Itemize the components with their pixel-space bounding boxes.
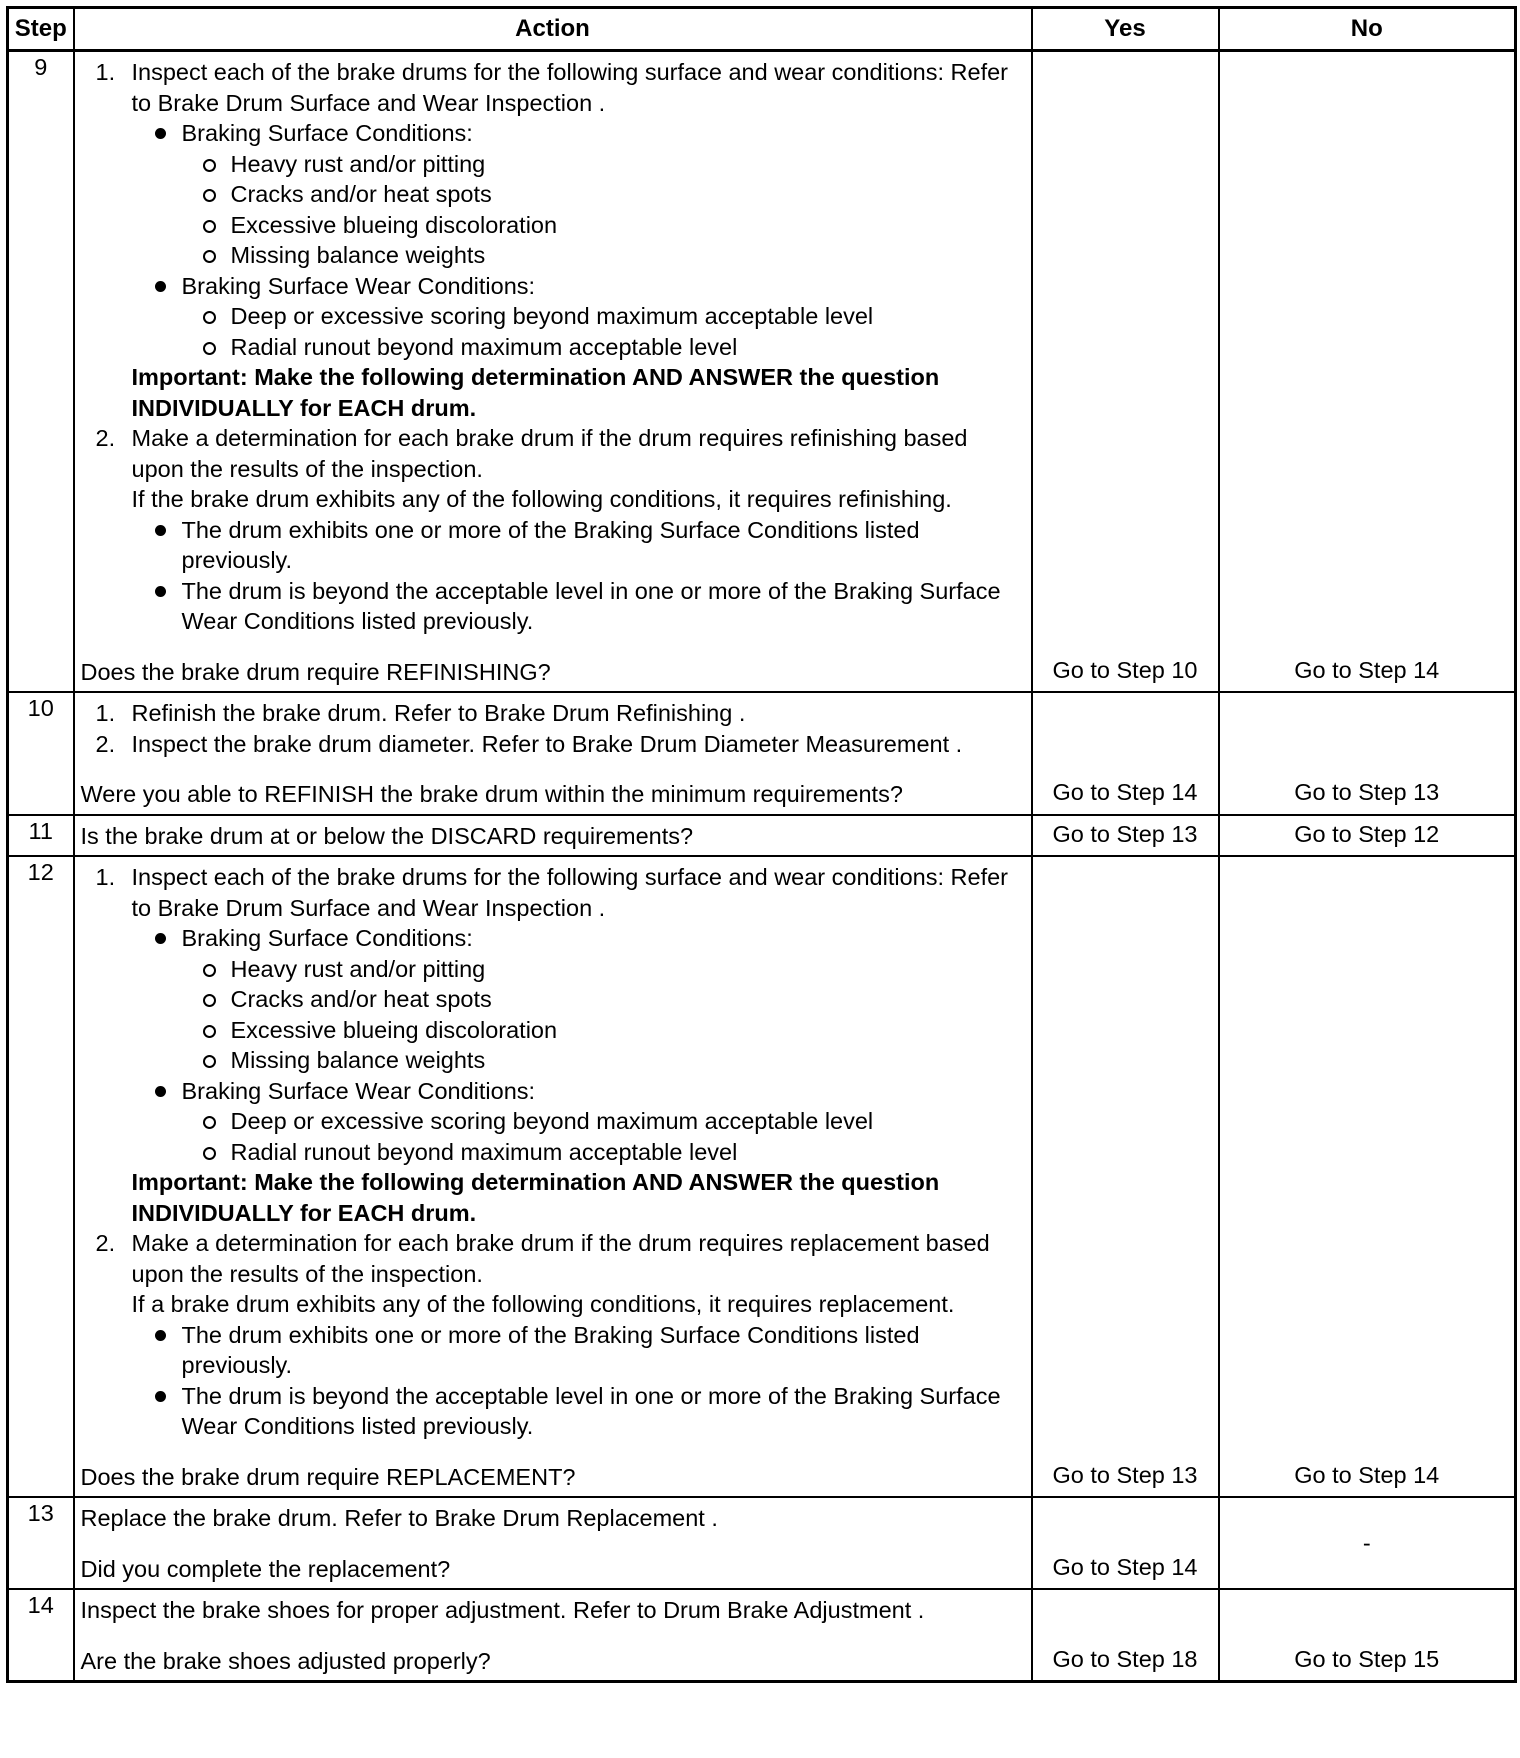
table-row [8,856,1516,1497]
step-number: 11 [8,815,74,857]
sub-bullet-item: Excessive blueing discoloration [81,210,1025,241]
condition-note: If a brake drum exhibits any of the following conditions, it requires replacement. [131,1291,955,1317]
yes-cell [1032,51,1219,693]
sub-bullet-item: Deep or excessive scoring beyond maximum acceptable level [81,301,1025,332]
sub-bullet-item: Missing balance weights [81,240,1025,271]
action-cell [74,815,1032,857]
sub-bullet-item: Heavy rust and/or pitting [81,954,1025,985]
header-no: No [1219,8,1516,51]
table-row [8,815,1516,857]
no-cell: - [1219,1497,1516,1589]
yes-result: Go to Step 18 [1052,1645,1198,1672]
important-note: Important: Make the following determination AND ANSWER the question INDIVIDUALLY for EACH drum. [131,364,940,421]
question: Is the brake drum at or below the DISCARD requirements? [80,822,694,849]
yes-result: Go to Step 13 [1052,1461,1198,1488]
header-row [8,8,1516,51]
yes-cell [1032,815,1219,857]
action-cell [74,51,1032,693]
question: Are the brake shoes adjusted properly? [80,1647,491,1674]
header-yes: Yes [1032,8,1219,51]
step-number: 9 [8,51,74,693]
question: Does the brake drum require REPLACEMENT? [80,1463,576,1490]
sub-bullet-item: Cracks and/or heat spots [81,179,1025,210]
yes-cell [1032,856,1219,1497]
action-cell [74,1589,1032,1682]
yes-result: Go to Step 13 [1052,820,1198,847]
header-step: Step [8,8,74,51]
sub-bullet-item: Deep or excessive scoring beyond maximum acceptable level [81,1106,1025,1137]
table-row [8,692,1516,815]
action-text: Replace the brake drum. Refer to Brake Drum Replacement . [80,1505,718,1531]
sub-bullet-item: Cracks and/or heat spots [81,984,1025,1015]
question: Were you able to REFINISH the brake drum within the minimum requirements? [80,781,903,807]
yes-cell [1032,692,1219,815]
sub-bullet-item: Radial runout beyond maximum acceptable level [81,1137,1025,1168]
condition-note: If the brake drum exhibits any of the following conditions, it requires refinishing. [131,486,952,512]
no-result: Go to Step 12 [1294,820,1440,847]
action-text: Inspect the brake shoes for proper adjustment. Refer to Drum Brake Adjustment . [80,1597,925,1623]
no-result: Go to Step 14 [1294,1461,1440,1488]
bullet-item: The drum exhibits one or more of the Braking Surface Conditions listed previously. [81,515,1025,576]
sub-bullet-item: Radial runout beyond maximum acceptable level [81,332,1025,363]
bullet-item: Braking Surface Conditions: [81,118,1025,149]
bullet-item: Braking Surface Conditions: [81,923,1025,954]
action-item: 2. Make a determination for each brake drum if the drum requires replacement based upon the results of the inspection. [95,1230,990,1287]
action-cell [74,692,1032,815]
action-item: 2. Inspect the brake drum diameter. Refer to Brake Drum Diameter Measurement . [95,730,963,757]
table-row [8,1497,1516,1589]
question: Did you complete the replacement? [80,1555,451,1582]
sub-bullet-item: Excessive blueing discoloration [81,1015,1025,1046]
yes-result: Go to Step 14 [1052,779,1198,805]
header-action: Action [74,8,1032,51]
diagnostic-table [6,6,1517,1683]
important-note: Important: Make the following determination AND ANSWER the question INDIVIDUALLY for EACH drum. [131,1169,940,1226]
action-cell [74,856,1032,1497]
bullet-item: Braking Surface Wear Conditions: [81,1076,1025,1107]
no-result: Go to Step 13 [1294,779,1440,805]
action-item: 1. Inspect each of the brake drums for the following surface and wear conditions: Refer to Brake Drum Surface and Wear Inspection . [95,864,1008,921]
bullet-item: Braking Surface Wear Conditions: [81,271,1025,302]
no-cell [1219,815,1516,857]
sub-bullet-item: Heavy rust and/or pitting [81,149,1025,180]
sub-bullet-item: Missing balance weights [81,1045,1025,1076]
no-cell [1219,692,1516,815]
table-row [8,1589,1516,1682]
no-result: Go to Step 14 [1294,656,1440,683]
bullet-item: The drum exhibits one or more of the Braking Surface Conditions listed previously. [81,1320,1025,1381]
no-cell [1219,51,1516,693]
action-item: 1. Inspect each of the brake drums for the following surface and wear conditions: Refer to Brake Drum Surface and Wear Inspection . [95,59,1008,116]
no-cell [1219,856,1516,1497]
no-result: Go to Step 15 [1294,1645,1440,1672]
step-number: 14 [8,1589,74,1682]
action-cell [74,1497,1032,1589]
step-number: 10 [8,692,74,815]
bullet-item: The drum is beyond the acceptable level in one or more of the Braking Surface Wear Conditions listed previously. [81,576,1025,637]
step-number: 12 [8,856,74,1497]
action-item: 1. Refinish the brake drum. Refer to Brake Drum Refinishing . [95,700,746,726]
step-number: 13 [8,1497,74,1589]
table-row [8,51,1516,693]
bullet-item: The drum is beyond the acceptable level in one or more of the Braking Surface Wear Conditions listed previously. [81,1381,1025,1442]
yes-cell [1032,1589,1219,1682]
question: Does the brake drum require REFINISHING? [80,658,551,685]
action-item: 2. Make a determination for each brake drum if the drum requires refinishing based upon the results of the inspection. [95,425,968,482]
yes-result: Go to Step 14 [1052,1553,1198,1580]
yes-cell [1032,1497,1219,1589]
yes-result: Go to Step 10 [1052,656,1198,683]
no-cell [1219,1589,1516,1682]
